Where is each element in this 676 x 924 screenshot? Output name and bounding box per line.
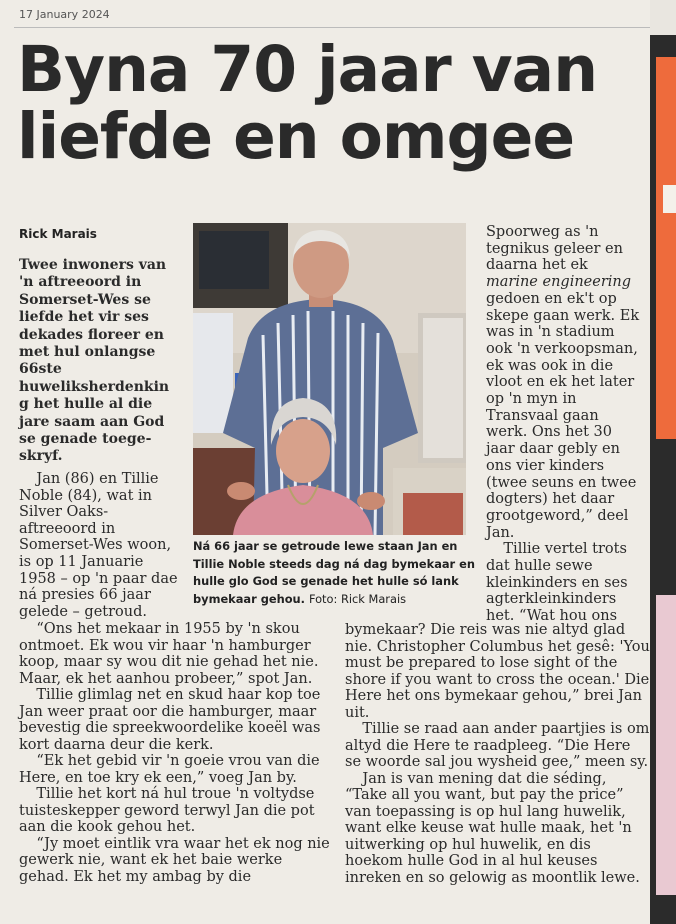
paragraph: Jan is van mening dat die séding, “Take all you want, but pay the price” van toepassing is op hul lang huwelik, want elke keuse wat hulle maak, het 'n uitwerking op hul huwelik, en dis hoekom hulle God in al hul keuses inreken en so gelowig as moontlik lewe. [345, 770, 640, 886]
headline-line-2: liefde en omgee [17, 100, 575, 173]
caption-text: Ná 66 jaar se getroude lewe staan Jan en Tillie Noble steeds dag ná dag bymekaar en hulle glo God se genade het hulle só lank bymekaar gehou. [193, 539, 475, 606]
lede-paragraph [19, 257, 179, 466]
text-run: Spoorweg as 'n tegnikus geleer en daarna het ek [486, 224, 623, 274]
couple-photo [193, 223, 466, 535]
paragraph: Jan (86) en Tillie Noble (84), wat in Silver Oaks-aftreeoord in Somerset-Wes woon, is op 11 Januarie 1958 – op 'n paar dae ná presies 66 jaar gelede – getroud. [19, 471, 178, 620]
paragraph: Tillie het kort ná hul troue 'n voltydse tuisteskepper geword terwyl Jan die pot aan die kook gehou het. [19, 786, 315, 835]
text-run: gedoen en ek't op skepe gaan werk. Ek was in 'n stadium ook 'n verkoopsman, ek was ook in die vloot en ek het later op 'n myn in Transvaal gaan werk. Ons het 30 jaar daar gebly en ons vier kinders (twee seuns en twee dogters) het daar grootgeword,” deel Jan. [486, 290, 640, 541]
paragraph: Tillie vertel trots dat hulle sewe kleinkinders en ses agterkleinkinders het. “Wat hou ons [486, 541, 628, 625]
adjacent-page-edge [650, 35, 676, 924]
headline-line-1: Byna 70 jaar van [17, 33, 598, 106]
headline [17, 33, 647, 173]
pink-advert-strip [656, 595, 676, 895]
orange-advert-strip [656, 57, 676, 439]
page-date: 17 January 2024 [19, 8, 110, 21]
photo-caption [193, 538, 475, 608]
photo-illustration [193, 223, 466, 535]
paragraph: “Ons het mekaar in 1955 by 'n skou ontmoet. Ek wou vir haar 'n hamburger koop, maar sy wou dit nie gehad het nie. Maar, ek het aanhou probeer,” spot Jan. [19, 621, 319, 687]
lede-text: Twee inwoners van 'n aftreeoord in Somerset-Wes se liefde het vir ses dekades floreer en met hul onlangse 66ste huweliksherdenkin g het hulle al die jare saam aan God se genade toege-skryf. [19, 257, 170, 465]
photo-credit: Foto: Rick Marais [308, 591, 407, 606]
white-advert-block [663, 185, 676, 213]
paragraph: bymekaar? Die reis was nie altyd glad nie. Christopher Columbus het gesê: 'You must be prepared to lose sight of the shore if you want to cross the ocean.' Die Here het ons bymekaar gehou,” brei Jan uit. [345, 622, 650, 721]
italic-phrase: marine engineering [486, 274, 632, 291]
byline: Rick Marais [19, 227, 97, 241]
header-rule [14, 27, 650, 28]
column-1 [19, 471, 179, 620]
paragraph [486, 224, 644, 541]
paragraph: Tillie se raad aan ander paartjies is om altyd die Here te raadpleeg. “Die Here se woorde sal jou wysheid gee,” meen sy. [345, 721, 650, 770]
lower-column-left [19, 621, 334, 885]
lower-column-right [345, 622, 650, 886]
column-3 [486, 224, 644, 625]
paragraph: Tillie glimlag net en skud haar kop toe Jan weer praat oor die hamburger, maar bevestig die spreekwoordelike koeël was kort daarna deur die kerk. [19, 687, 321, 753]
paragraph: “Ek het gebid vir 'n goeie vrou van die Here, en toe kry ek een,” voeg Jan by. [19, 753, 320, 786]
paragraph: “Jy moet eintlik vra waar het ek nog nie gewerk nie, want ek het baie werke gehad. Ek het my ambag by die [19, 835, 330, 885]
